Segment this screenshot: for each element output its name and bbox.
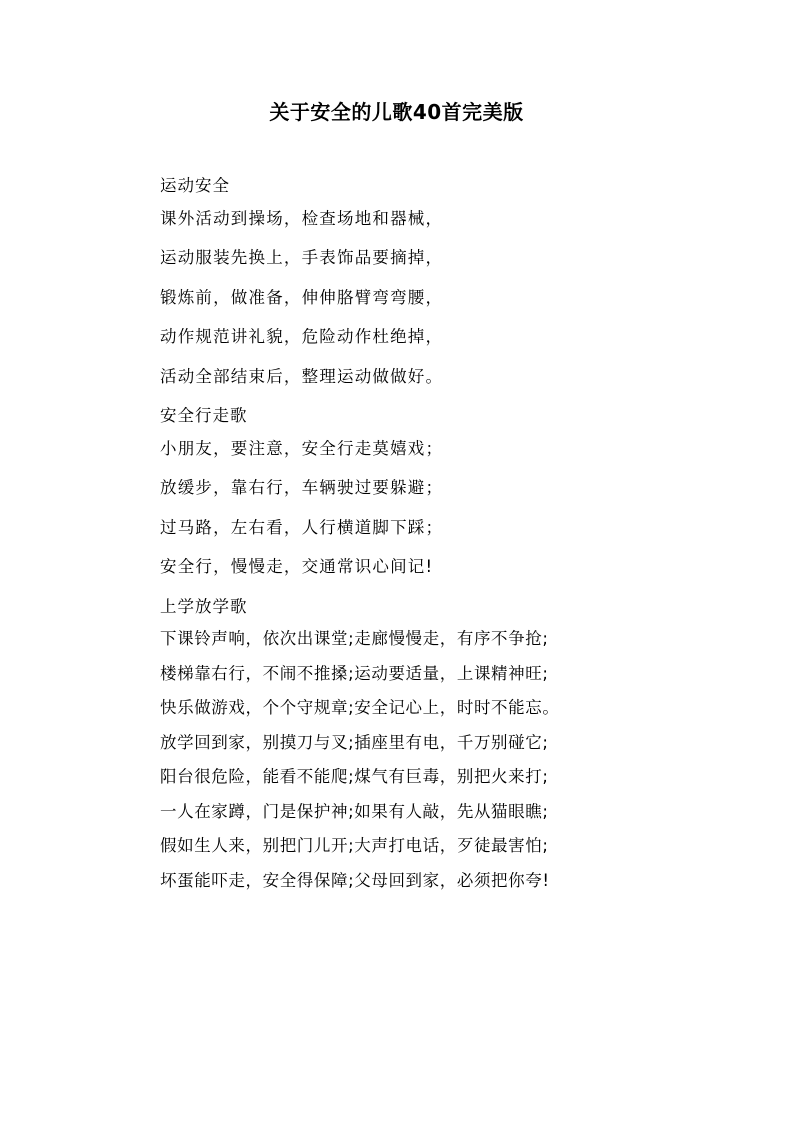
poem-line: 坏蛋能吓走，安全得保障;父母回到家，必须把你夸! bbox=[160, 870, 550, 890]
poem-line: 动作规范讲礼貌，危险动作杜绝掉， bbox=[160, 327, 444, 346]
poem-line: 放学回到家，别摸刀与叉;插座里有电，千万别碰它; bbox=[160, 732, 549, 752]
section-上学放学歌 bbox=[160, 596, 660, 890]
poem-line: 过马路，左右看，人行横道脚下踩； bbox=[160, 517, 444, 537]
poem-line: 小朋友，要注意，安全行走莫嬉戏； bbox=[160, 438, 444, 458]
poem-line: 安全行，慢慢走，交通常识心间记! bbox=[160, 557, 434, 576]
poem-line: 锻炼前，做准备，伸伸胳臂弯弯腰， bbox=[160, 287, 444, 307]
poem-line: 一人在家蹲，门是保护神;如果有人敲，先从猫眼瞧; bbox=[160, 801, 549, 821]
section-heading: 上学放学歌 bbox=[160, 596, 248, 616]
section-heading: 运动安全 bbox=[160, 176, 230, 195]
section-heading: 安全行走歌 bbox=[160, 406, 248, 425]
poem-line: 活动全部结束后，整理运动做做好。 bbox=[160, 366, 444, 386]
poem-line: 假如生人来，别把门儿开;大声打电话，歹徒最害怕; bbox=[160, 836, 549, 855]
poem-line: 楼梯靠右行，不闹不推搡;运动要适量，上课精神旺; bbox=[160, 663, 549, 683]
document-body bbox=[160, 178, 660, 907]
section-运动安全 bbox=[160, 178, 660, 385]
poem-line: 快乐做游戏，个个守规章;安全记心上，时时不能忘。 bbox=[160, 698, 560, 717]
page-title: 关于安全的儿歌40首完美版 bbox=[269, 100, 524, 124]
poem-line: 课外活动到操场，检查场地和器械， bbox=[160, 208, 444, 228]
poem-line: 放缓步，靠右行，车辆驶过要躲避； bbox=[160, 478, 444, 497]
poem-line: 阳台很危险，能看不能爬;煤气有巨毒，别把火来打; bbox=[160, 767, 549, 786]
poem-line: 下课铃声响，依次出课堂;走廊慢慢走，有序不争抢; bbox=[160, 629, 549, 648]
poem-line: 运动服装先换上，手表饰品要摘掉， bbox=[160, 248, 444, 267]
section-安全行走歌 bbox=[160, 408, 660, 576]
